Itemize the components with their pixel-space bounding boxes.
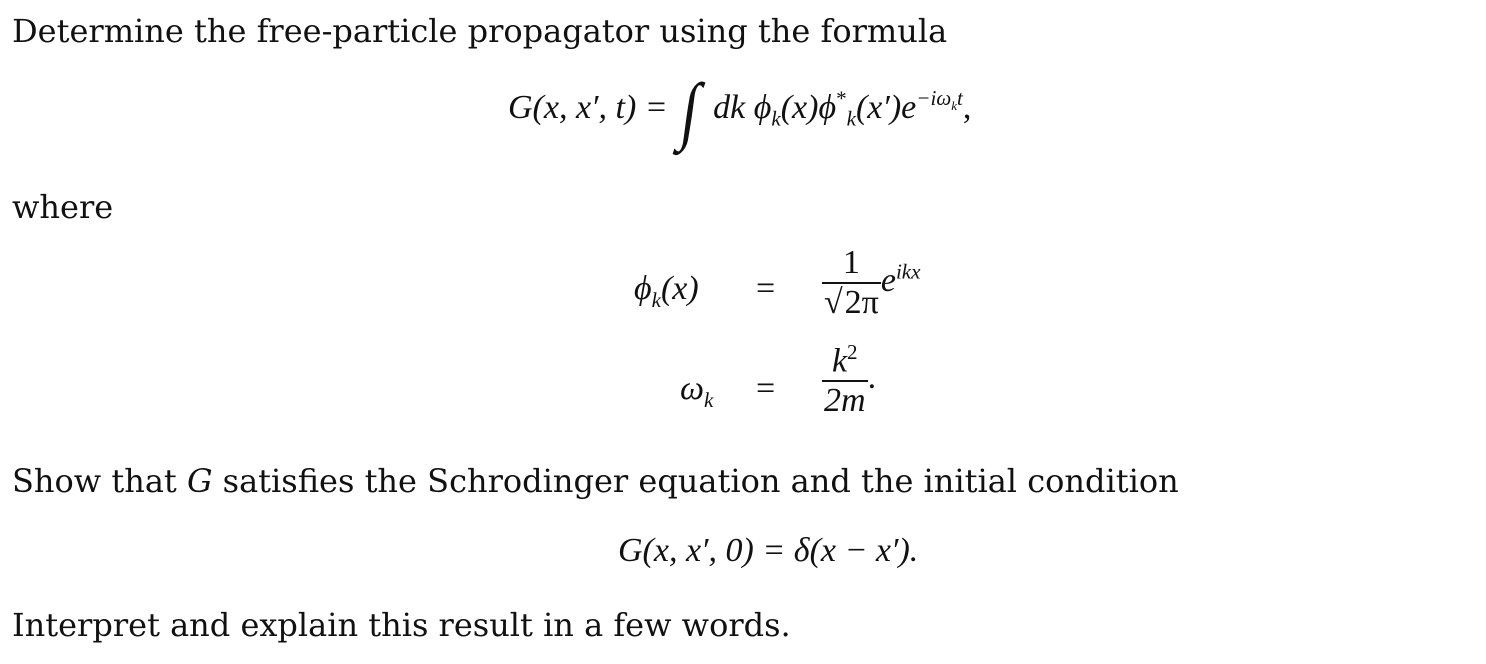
phi-sub: k bbox=[771, 106, 781, 131]
omega-trail: . bbox=[867, 358, 877, 396]
final-line: Interpret and explain this result in a few words. bbox=[12, 606, 791, 644]
where-label: where bbox=[12, 188, 114, 226]
exp-base: e bbox=[880, 261, 896, 299]
propagator-equation bbox=[508, 68, 972, 152]
phi-lhs: $\phi_k(x)$ bbox=[634, 270, 699, 312]
exponent-t: t bbox=[957, 86, 963, 111]
omega-num-sup: 2 bbox=[847, 340, 858, 364]
phi-equals: = bbox=[756, 270, 776, 307]
phi-rhs bbox=[822, 244, 921, 322]
phi-exponent: ikx bbox=[895, 259, 921, 284]
intro-line: Determine the free-particle propagator using the formula bbox=[12, 12, 948, 50]
exponent: −iω bbox=[916, 86, 952, 111]
phi-denominator: 2π bbox=[844, 284, 879, 321]
omega-equals: = bbox=[756, 370, 776, 407]
phi-numerator: 1 bbox=[842, 244, 860, 281]
propagator-body: dk ϕ bbox=[713, 88, 772, 126]
omega-rhs bbox=[822, 340, 876, 420]
integral-sign: ∫ bbox=[676, 68, 705, 152]
initial-condition: G(x, x′, 0) = δ(x − x′). bbox=[618, 532, 919, 569]
propagator-lhs: G(x, x′, t) = bbox=[508, 88, 668, 126]
exponent-sub: k bbox=[951, 98, 957, 114]
omega-denominator: 2m bbox=[824, 382, 866, 420]
propagator-arg2: (x′)e bbox=[855, 88, 917, 126]
show-line: Show that G satisfies the Schrodinger equation and the initial condition bbox=[12, 462, 1179, 500]
propagator-arg1: (x)ϕ bbox=[780, 88, 837, 126]
sqrt-sign: √ bbox=[824, 284, 843, 321]
conj-star: * bbox=[836, 86, 847, 111]
omega-lhs: $\omega_k$ bbox=[680, 370, 714, 412]
propagator-trail: , bbox=[962, 88, 972, 126]
omega-numerator: k bbox=[831, 342, 848, 380]
phi-star-sub: k bbox=[846, 106, 856, 131]
